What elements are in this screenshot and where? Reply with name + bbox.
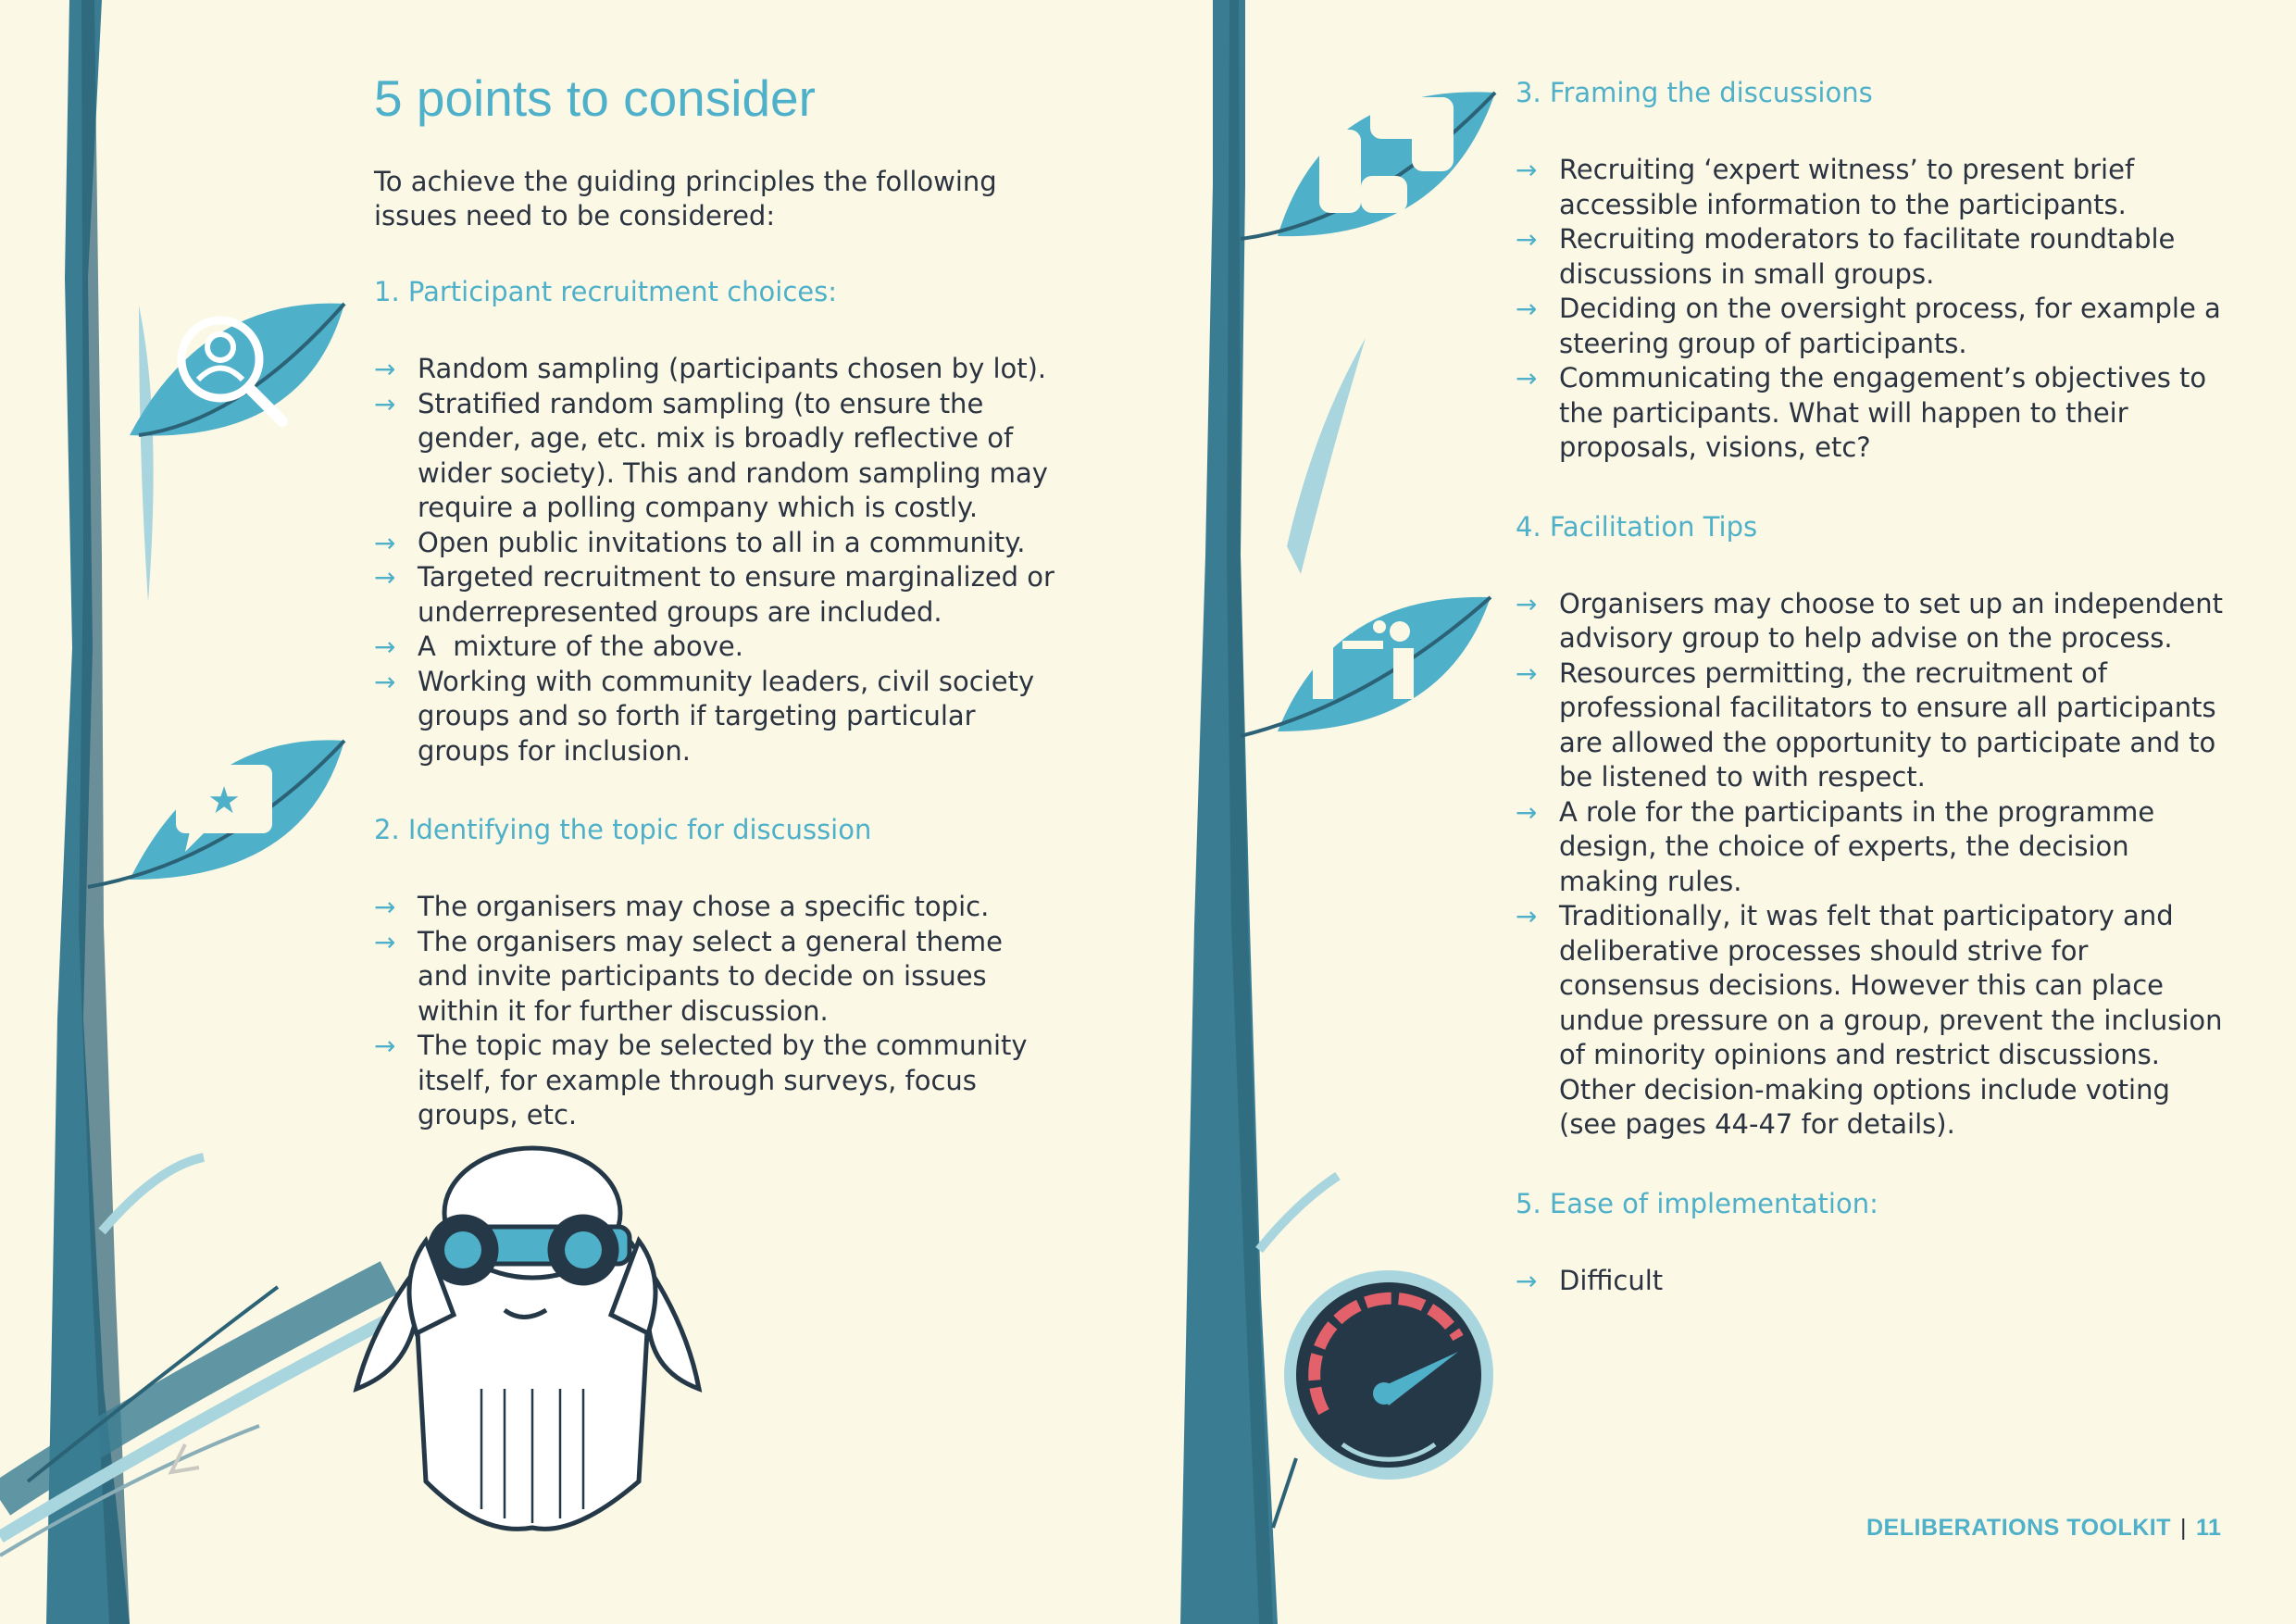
arrow-icon: → [1516, 294, 1538, 324]
arrow-icon: → [374, 388, 396, 419]
page-number: 11 [2196, 1515, 2222, 1541]
bullet-list [1516, 587, 2228, 1143]
bullet-list [374, 890, 1059, 1133]
arrow-icon: → [374, 926, 396, 957]
arrow-icon: → [1516, 363, 1538, 394]
section-heading: 5. Ease of implementation: [1516, 1187, 1878, 1219]
group-discussion-icon [1241, 597, 1491, 736]
section-heading: 1. Participant recruitment choices: [374, 276, 837, 307]
list-item: → The topic may be selected by the community itself, for example through surveys, focus groups, etc. [374, 1030, 1028, 1131]
arrow-icon: → [1516, 657, 1538, 689]
gauge-icon [1273, 1270, 1493, 1528]
list-item: → Organisers may choose to set up an independent advisory group to help advise on the process. [1516, 587, 2223, 654]
star-speech-bubble-icon [88, 740, 344, 887]
page-footer [1866, 1515, 2221, 1542]
bullet-list [1516, 1264, 2228, 1299]
list-item: → Traditionally, it was felt that participatory and deliberative processes should strive for consensus decisions. However this can place undue pressure on a group, prevent the inclusion of minority opinions and restrict discussions. Other decision-making options include voting (see pages 44-47 for details). [1516, 900, 2223, 1140]
right-column [1516, 76, 2228, 1343]
list-item: → Deciding on the oversight process, for example a steering group of participants. [1516, 293, 2221, 359]
list-item: → Open public invitations to all in a community. [374, 526, 1059, 561]
svg-text:★: ★ [207, 780, 241, 822]
arrow-icon: → [1516, 901, 1538, 931]
arrow-icon: → [374, 1031, 396, 1061]
intro-text: To achieve the guiding principles the following issues need to be considered: [374, 166, 997, 231]
list-item: → Communicating the engagement’s objectives to the participants. What will happen to their proposals, visions, etc? [1516, 362, 2207, 463]
bullet-list [374, 352, 1059, 768]
list-item: → Targeted recruitment to ensure marginalized or underrepresented groups are included. [374, 561, 1054, 628]
list-item: → A role for the participants in the programme design, the choice of experts, the decision making rules. [1516, 795, 2155, 897]
footer-label: DELIBERATIONS TOOLKIT [1866, 1515, 2172, 1541]
arrow-icon: → [1516, 155, 1538, 185]
hands-frame-icon [1241, 92, 1495, 239]
list-item: → Working with community leaders, civil society groups and so forth if targeting particular groups for inclusion. [374, 665, 1035, 767]
left-column [374, 69, 1059, 1178]
arrow-icon: → [374, 527, 396, 558]
arrow-icon: → [374, 892, 396, 922]
search-person-icon [130, 304, 344, 436]
list-item: → Recruiting ‘expert witness’ to present brief accessible information to the participants. [1516, 154, 2135, 220]
section-heading: 3. Framing the discussions [1516, 77, 1873, 108]
bullet-list [1516, 153, 2228, 466]
list-item: → Stratified random sampling (to ensure the gender, age, etc. mix is broadly reflective of wider society). This and random sampling may require a polling company which is costly. [374, 387, 1048, 523]
list-item: → The organisers may chose a specific topic. [374, 890, 1059, 925]
list-item: → Difficult [1516, 1264, 2228, 1299]
list-item: → Random sampling (participants chosen by lot). [374, 352, 1059, 387]
arrow-icon: → [1516, 588, 1538, 619]
section-heading: 2. Identifying the topic for discussion [374, 814, 872, 845]
arrow-icon: → [1516, 224, 1538, 255]
arrow-icon: → [1516, 796, 1538, 828]
arrow-icon: → [374, 354, 396, 384]
list-item: → Resources permitting, the recruitment of professional facilitators to ensure all participants are allowed the opportunity to participate and to be listened to with respect. [1516, 656, 2216, 793]
arrow-icon: → [374, 631, 396, 662]
page-title: 5 points to consider [374, 69, 816, 127]
section-heading: 4. Facilitation Tips [1516, 510, 1758, 543]
list-item: → Recruiting moderators to facilitate roundtable discussions in small groups. [1516, 223, 2176, 290]
arrow-icon: → [1516, 1265, 1538, 1296]
list-item: → A mixture of the above. [374, 630, 1059, 665]
binoculars-girl-illustration [356, 1148, 699, 1529]
arrow-icon: → [374, 666, 396, 697]
list-item: → The organisers may select a general theme and invite participants to decide on issues within it for further discussion. [374, 925, 1004, 1027]
arrow-icon: → [374, 562, 396, 593]
footer-separator: | [2180, 1515, 2188, 1541]
